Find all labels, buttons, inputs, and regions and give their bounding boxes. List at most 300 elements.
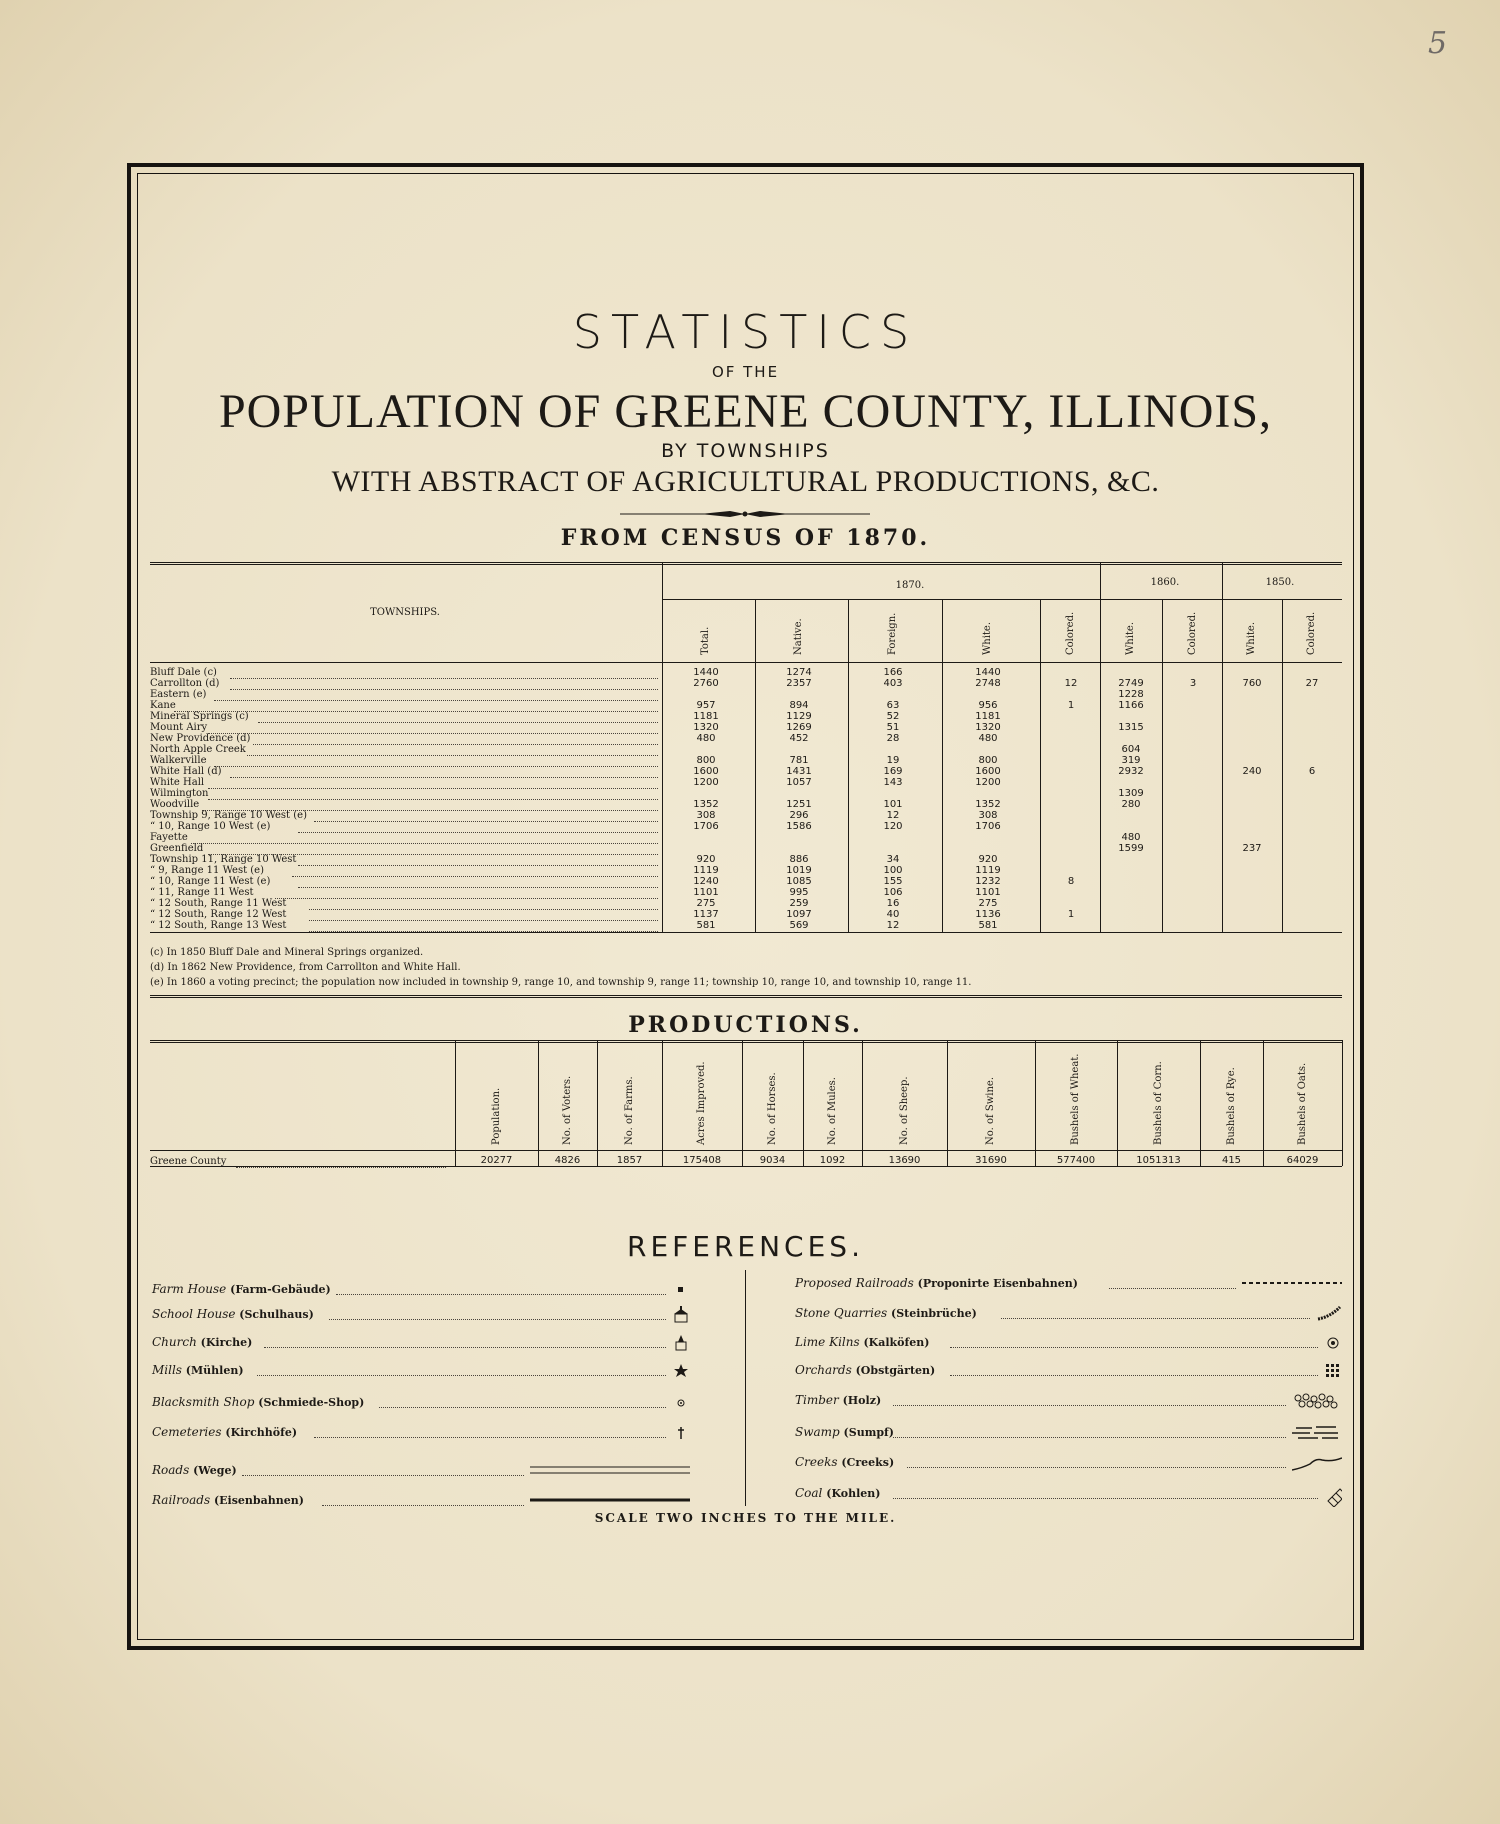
prod-column-rule <box>597 1040 598 1166</box>
table-cell: 569 <box>789 920 809 931</box>
township-name: Township 11, Range 10 West <box>150 854 297 865</box>
table-cell: 27 <box>1305 678 1319 689</box>
township-name: Mineral Springs (c) <box>150 711 249 722</box>
timber-icon <box>1292 1392 1342 1418</box>
township-name: Kane <box>150 700 176 711</box>
legend-german: (Schulhaus) <box>235 1308 314 1321</box>
table-cell: 1431 <box>786 766 812 777</box>
leader-dots <box>298 855 658 866</box>
township-name: “ 12 South, Range 13 West <box>150 920 287 931</box>
pop-column-header: White. <box>1246 621 1257 655</box>
prod-value: 1857 <box>616 1155 643 1166</box>
table-cell: 1599 <box>1118 843 1144 854</box>
township-name: “ 11, Range 11 West <box>150 887 254 898</box>
prod-column-rule <box>538 1040 539 1166</box>
legend-leader-dots <box>907 1466 1286 1468</box>
legend-german: (Obstgärten) <box>851 1364 936 1377</box>
ornament-divider <box>620 508 870 520</box>
table-cell: 956 <box>978 700 998 711</box>
legend-leader-dots <box>314 1436 666 1438</box>
stone-quarry-icon <box>1316 1305 1342 1331</box>
leader-dots <box>230 767 658 778</box>
table-cell: 166 <box>883 667 903 678</box>
leader-dots <box>298 877 658 888</box>
table-cell: 894 <box>789 700 809 711</box>
table-cell: 1019 <box>786 865 812 876</box>
table-cell: 1085 <box>786 876 812 887</box>
table-cell: 19 <box>886 755 900 766</box>
table-cell: 1129 <box>786 711 812 722</box>
table-cell: 1181 <box>975 711 1001 722</box>
table-cell: 28 <box>886 733 900 744</box>
table-cell: 760 <box>1242 678 1262 689</box>
legend-leader-dots <box>264 1346 666 1348</box>
leader-dots <box>208 723 658 734</box>
table-cell: 581 <box>978 920 998 931</box>
table-cell: 1320 <box>975 722 1001 733</box>
legend-german: (Mühlen) <box>181 1364 244 1377</box>
lime-kiln-icon <box>1324 1334 1342 1360</box>
table-cell: 1251 <box>786 799 812 810</box>
prod-value: 175408 <box>682 1155 722 1166</box>
legend-english: Railroads <box>152 1493 211 1507</box>
school-house-icon <box>672 1306 690 1332</box>
legend-english: Cemeteries <box>152 1425 222 1439</box>
pop-column-header: Colored. <box>1065 611 1076 655</box>
leader-dots <box>230 679 658 690</box>
scale-note: SCALE TWO INCHES TO THE MILE. <box>594 1511 897 1525</box>
table-cell: 1200 <box>693 777 719 788</box>
prod-value: 577400 <box>1056 1155 1096 1166</box>
prod-value: 13690 <box>888 1155 921 1166</box>
footnote-d: (d) In 1862 New Providence, from Carrollton and White Hall. <box>150 962 461 973</box>
township-name: White Hall (d) <box>150 766 222 777</box>
table-cell: 480 <box>978 733 998 744</box>
prod-column-rule <box>1035 1040 1036 1166</box>
prod-value: 64029 <box>1286 1155 1319 1166</box>
legend-leader-dots <box>893 1404 1286 1406</box>
pop-column-header: Colored. <box>1187 611 1198 655</box>
prod-top-rule <box>150 1040 1342 1043</box>
table-cell: 12 <box>1064 678 1078 689</box>
table-cell: 12 <box>886 810 900 821</box>
table-cell: 1309 <box>1118 788 1144 799</box>
legend-label <box>152 1463 237 1477</box>
leader-dots <box>208 778 658 789</box>
legend-label <box>795 1276 1078 1290</box>
table-header-rule <box>150 662 1342 663</box>
leader-dots <box>191 833 658 844</box>
legend-english: Blacksmith Shop <box>152 1395 255 1409</box>
pop-column-rule <box>1162 599 1163 932</box>
township-name: Mount Airy <box>150 722 208 733</box>
legend-label <box>152 1282 331 1296</box>
pop-column-rule <box>662 562 663 932</box>
year-1860-header: 1860. <box>1150 577 1180 588</box>
table-cell: 1228 <box>1118 689 1144 700</box>
leader-dots <box>309 899 658 910</box>
table-cell: 101 <box>883 799 903 810</box>
table-cell: 237 <box>1242 843 1262 854</box>
township-name: Fayette <box>150 832 188 843</box>
township-name: Woodville <box>150 799 200 810</box>
legend-english: Timber <box>795 1393 839 1407</box>
legend-leader-dots <box>1109 1287 1236 1289</box>
table-cell: 1 <box>1067 700 1075 711</box>
prod-column-header: No. of Voters. <box>561 1075 573 1145</box>
prod-column-header: Bushels of Corn. <box>1152 1061 1164 1145</box>
legend-leader-dots <box>1001 1317 1310 1319</box>
legend-label <box>152 1363 244 1377</box>
table-cell: 1 <box>1067 909 1075 920</box>
table-cell: 452 <box>789 733 809 744</box>
table-cell: 1440 <box>693 667 719 678</box>
table-cell: 2932 <box>1118 766 1144 777</box>
legend-german: (Wege) <box>189 1464 237 1477</box>
leader-dots <box>314 811 658 822</box>
township-name: “ 10, Range 11 West (e) <box>150 876 271 887</box>
pop-column-header: Foreign. <box>887 612 898 655</box>
prod-column-header: Acres Improved. <box>696 1061 707 1145</box>
prod-value: 1092 <box>819 1155 846 1166</box>
leader-dots <box>258 712 658 723</box>
page-number: 5 <box>1428 26 1448 61</box>
table-cell: 920 <box>978 854 998 865</box>
table-cell: 169 <box>883 766 903 777</box>
legend-label <box>795 1455 894 1469</box>
legend-leader-dots <box>257 1374 666 1376</box>
legend-label <box>795 1363 935 1377</box>
legend-english: Stone Quarries <box>795 1306 888 1320</box>
legend-german: (Farm-Gebäude) <box>226 1283 331 1296</box>
table-cell: 12 <box>886 920 900 931</box>
legend-german: (Creeks) <box>837 1456 895 1469</box>
table-cell: 920 <box>696 854 716 865</box>
table-cell: 8 <box>1067 876 1075 887</box>
prod-column-rule <box>1117 1040 1118 1166</box>
cemetery-icon <box>672 1424 690 1450</box>
year-1870-header: 1870. <box>895 580 925 591</box>
legend-german: (Eisenbahnen) <box>210 1494 304 1507</box>
table-cell: 1136 <box>975 909 1001 920</box>
coal-icon <box>1324 1485 1342 1511</box>
pop-column-rule <box>755 599 756 932</box>
leader-dots <box>292 866 658 877</box>
prod-column-header: No. of Mules. <box>826 1077 838 1145</box>
table-cell: 2749 <box>1118 678 1144 689</box>
table-cell: 781 <box>789 755 809 766</box>
table-cell: 308 <box>696 810 716 821</box>
prod-column-header: No. of Swine. <box>985 1077 996 1145</box>
prod-column-rule <box>742 1040 743 1166</box>
table-cell: 1240 <box>693 876 719 887</box>
title-abstract: WITH ABSTRACT OF AGRICULTURAL PRODUCTIONS, &C. <box>331 465 1160 498</box>
table-cell: 1200 <box>975 777 1001 788</box>
township-name: “ 9, Range 11 West (e) <box>150 865 265 876</box>
township-name: North Apple Creek <box>150 744 246 755</box>
township-name: “ 12 South, Range 12 West <box>150 909 287 920</box>
legend-english: Coal <box>795 1486 823 1500</box>
table-cell: 2760 <box>693 678 719 689</box>
pop-column-header: Native. <box>793 618 804 655</box>
legend-leader-dots <box>242 1474 524 1476</box>
swamp-icon <box>1292 1424 1342 1450</box>
legend-english: Proposed Railroads <box>795 1276 914 1290</box>
legend-leader-dots <box>893 1436 1286 1438</box>
title-population: POPULATION OF GREENE COUNTY, ILLINOIS, <box>218 385 1273 438</box>
prod-column-rule <box>455 1040 456 1166</box>
legend-leader-dots <box>336 1293 666 1295</box>
pop-column-header: White. <box>982 621 993 655</box>
prod-value: 20277 <box>480 1155 513 1166</box>
pop-column-rule <box>848 599 849 932</box>
farm-house-icon <box>672 1281 690 1307</box>
table-cell: 1315 <box>1118 722 1144 733</box>
prod-column-rule <box>803 1040 804 1166</box>
leader-dots <box>247 745 658 756</box>
title-by-townships: BY TOWNSHIPS <box>661 440 830 462</box>
table-cell: 1440 <box>975 667 1001 678</box>
legend-leader-dots <box>329 1318 666 1320</box>
table-cell: 800 <box>696 755 716 766</box>
table-cell: 1600 <box>693 766 719 777</box>
township-name: “ 10, Range 10 West (e) <box>150 821 271 832</box>
table-cell: 1119 <box>693 865 719 876</box>
table-cell: 1706 <box>975 821 1001 832</box>
legend-german: (Holz) <box>838 1394 882 1407</box>
table-cell: 52 <box>886 711 900 722</box>
productions-title: PRODUCTIONS. <box>628 1012 863 1038</box>
leader-dots <box>298 822 658 833</box>
table-cell: 240 <box>1242 766 1262 777</box>
year-header-rule <box>662 599 1342 600</box>
table-cell: 280 <box>1121 799 1141 810</box>
references-title: REFERENCES. <box>627 1230 864 1263</box>
prod-column-header: No. of Horses. <box>766 1072 778 1145</box>
township-name: Wilmington <box>150 788 209 799</box>
township-name: Bluff Dale (c) <box>150 667 217 678</box>
leader-dots <box>230 668 658 679</box>
township-name: Greenfield <box>150 843 204 854</box>
table-bottom-rule <box>150 932 1342 933</box>
road-icon <box>530 1462 690 1488</box>
pop-column-rule <box>942 599 943 932</box>
table-cell: 995 <box>789 887 809 898</box>
title-of-the: OF THE <box>711 363 780 381</box>
table-cell: 480 <box>1121 832 1141 843</box>
legend-english: Swamp <box>795 1425 840 1439</box>
prod-column-header: No. of Sheep. <box>898 1076 910 1145</box>
table-cell: 319 <box>1121 755 1141 766</box>
table-cell: 155 <box>883 876 903 887</box>
legend-german: (Kalköfen) <box>859 1336 930 1349</box>
table-cell: 581 <box>696 920 716 931</box>
table-cell: 1586 <box>786 821 812 832</box>
table-cell: 604 <box>1121 744 1141 755</box>
table-cell: 1320 <box>693 722 719 733</box>
prod-column-header: Bushels of Oats. <box>1296 1062 1308 1145</box>
township-name: “ 12 South, Range 11 West <box>150 898 287 909</box>
table-cell: 3 <box>1189 678 1197 689</box>
prod-leader-dots <box>236 1157 446 1168</box>
legend-german: (Steinbrüche) <box>887 1307 977 1320</box>
table-cell: 1232 <box>975 876 1001 887</box>
legend-german: (Proponirte Eisenbahnen) <box>913 1277 1078 1290</box>
legend-leader-dots <box>950 1374 1318 1376</box>
prod-value: 9034 <box>759 1155 786 1166</box>
table-cell: 40 <box>886 909 900 920</box>
legend-leader-dots <box>950 1346 1318 1348</box>
table-cell: 100 <box>883 865 903 876</box>
proposed-railroad-icon <box>1242 1275 1342 1301</box>
legend-leader-dots <box>322 1504 524 1506</box>
leader-dots <box>275 888 658 899</box>
table-cell: 886 <box>789 854 809 865</box>
title-statistics: STATISTICS <box>572 305 919 359</box>
prod-column-rule <box>1342 1040 1343 1166</box>
title-census: FROM CENSUS OF 1870. <box>560 525 931 551</box>
legend-german: (Schmiede-Shop) <box>254 1396 365 1409</box>
table-cell: 275 <box>978 898 998 909</box>
table-cell: 1166 <box>1118 700 1144 711</box>
prod-column-rule <box>862 1040 863 1166</box>
table-cell: 1137 <box>693 909 719 920</box>
legend-label <box>795 1486 880 1500</box>
leader-dots <box>253 734 658 745</box>
church-icon <box>672 1334 690 1360</box>
legend-english: Lime Kilns <box>795 1335 860 1349</box>
footnote-c: (c) In 1850 Bluff Dale and Mineral Springs organized. <box>150 947 424 958</box>
prod-value: 31690 <box>975 1155 1007 1166</box>
footnote-rule <box>150 995 1342 998</box>
table-cell: 6 <box>1308 766 1316 777</box>
legend-label <box>152 1307 314 1321</box>
legend-leader-dots <box>893 1497 1318 1499</box>
table-cell: 296 <box>789 810 809 821</box>
prod-column-rule <box>947 1040 948 1166</box>
pop-column-header: Total. <box>700 626 711 655</box>
table-cell: 1101 <box>975 887 1001 898</box>
table-cell: 106 <box>883 887 903 898</box>
table-top-rule <box>150 562 1342 565</box>
township-name: Eastern (e) <box>150 689 207 700</box>
leader-dots <box>309 921 658 932</box>
references-divider <box>745 1270 746 1506</box>
prod-column-rule <box>662 1040 663 1166</box>
legend-german: (Kirche) <box>196 1336 253 1349</box>
pop-column-rule <box>1222 562 1223 932</box>
legend-label <box>152 1335 252 1349</box>
table-cell: 275 <box>696 898 716 909</box>
prod-column-rule <box>1263 1040 1264 1166</box>
table-cell: 2748 <box>975 678 1001 689</box>
prod-value: 415 <box>1221 1155 1242 1166</box>
township-name: Township 9, Range 10 West (e) <box>150 810 307 821</box>
legend-label <box>795 1335 929 1349</box>
legend-german: (Sumpf) <box>839 1426 894 1439</box>
table-cell: 1274 <box>786 667 812 678</box>
creek-icon <box>1292 1454 1342 1480</box>
legend-label <box>152 1493 304 1507</box>
legend-english: Orchards <box>795 1363 852 1377</box>
legend-english: Church <box>152 1335 197 1349</box>
table-cell: 1600 <box>975 766 1001 777</box>
prod-column-header: No. of Farms. <box>623 1076 635 1145</box>
township-name: New Providence (d) <box>150 733 251 744</box>
table-cell: 1181 <box>693 711 719 722</box>
prod-value: 1051313 <box>1136 1155 1181 1166</box>
table-cell: 143 <box>883 777 903 788</box>
blacksmith-icon <box>672 1394 690 1420</box>
township-name: Walkerville <box>150 755 207 766</box>
legend-english: Mills <box>152 1363 182 1377</box>
table-cell: 800 <box>978 755 998 766</box>
table-cell: 259 <box>789 898 809 909</box>
table-cell: 1352 <box>975 799 1001 810</box>
prod-column-header: Bushels of Rye. <box>1225 1067 1237 1145</box>
table-cell: 120 <box>883 821 903 832</box>
legend-leader-dots <box>379 1406 666 1408</box>
legend-label <box>152 1425 297 1439</box>
prod-row-label: Greene County <box>150 1156 227 1167</box>
prod-column-header: Population. <box>490 1087 502 1145</box>
table-cell: 480 <box>696 733 716 744</box>
pop-column-rule <box>1282 599 1283 932</box>
township-name: Carrollton (d) <box>150 678 220 689</box>
table-cell: 403 <box>883 678 903 689</box>
table-cell: 1057 <box>786 777 812 788</box>
prod-column-rule <box>1200 1040 1201 1166</box>
table-cell: 957 <box>696 700 716 711</box>
legend-label <box>152 1395 364 1409</box>
townships-header: TOWNSHIPS. <box>370 607 440 618</box>
legend-label <box>795 1425 894 1439</box>
legend-label <box>795 1306 977 1320</box>
prod-header-rule <box>150 1150 1342 1151</box>
pop-column-header: White. <box>1125 621 1136 655</box>
leader-dots <box>208 789 658 800</box>
year-1850-header: 1850. <box>1265 577 1295 588</box>
leader-dots <box>309 910 658 921</box>
table-cell: 1119 <box>975 865 1001 876</box>
prod-value: 4826 <box>554 1155 581 1166</box>
prod-column-header: Bushels of Wheat. <box>1070 1053 1081 1145</box>
table-cell: 63 <box>886 700 900 711</box>
footnote-e: (e) In 1860 a voting precinct; the population now included in township 9, range 10, and township 9, range 11; township 10, range 10, and township 10, range 11. <box>150 977 972 988</box>
table-cell: 1269 <box>786 722 812 733</box>
leader-dots <box>214 756 658 767</box>
legend-english: Farm House <box>152 1282 227 1296</box>
legend-english: School House <box>152 1307 236 1321</box>
township-name: White Hall <box>150 777 205 788</box>
table-cell: 1706 <box>693 821 719 832</box>
orchard-icon <box>1324 1362 1342 1388</box>
legend-label <box>795 1393 881 1407</box>
table-cell: 34 <box>886 854 900 865</box>
table-cell: 308 <box>978 810 998 821</box>
table-cell: 2357 <box>786 678 812 689</box>
table-cell: 16 <box>886 898 900 909</box>
table-cell: 1101 <box>693 887 719 898</box>
leader-dots <box>214 690 658 701</box>
legend-english: Roads <box>152 1463 190 1477</box>
legend-german: (Kirchhöfe) <box>221 1426 298 1439</box>
table-cell: 1352 <box>693 799 719 810</box>
pop-column-header: Colored. <box>1306 611 1317 655</box>
mill-icon <box>672 1362 690 1388</box>
table-cell: 1097 <box>786 909 812 920</box>
legend-english: Creeks <box>795 1455 838 1469</box>
